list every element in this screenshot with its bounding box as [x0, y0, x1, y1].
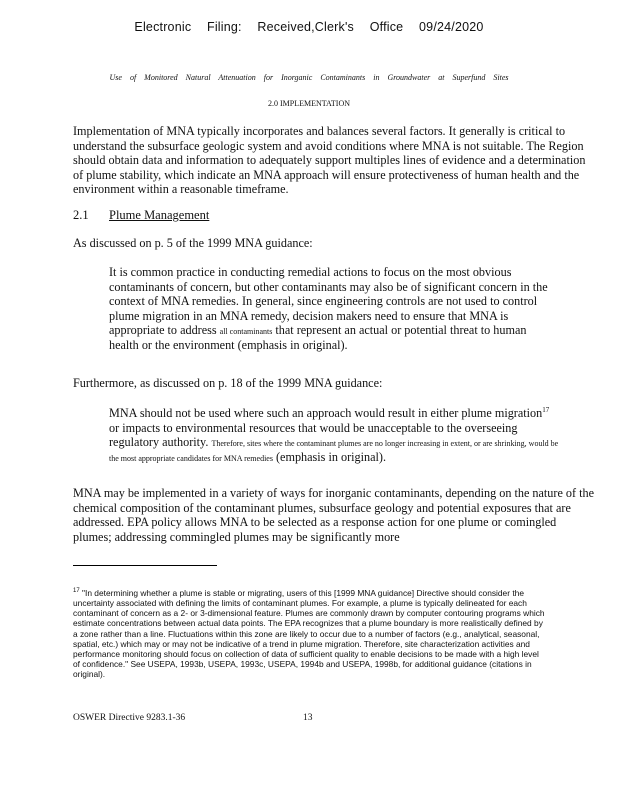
may-be-implemented-paragraph: MNA may be implemented in a variety of ways for inorganic contaminants, depending on the nature of the chemical composition of the contaminant plumes, subsurface geology and potential exposures that are addressed. EPA policy allows MNA to be selected as a response action for one plume or comingled plumes; addressing commingled plumes may be significantly more [73, 486, 594, 544]
quote2-text-c: (emphasis in original). [276, 449, 387, 464]
footnote-text: "In determining whether a plume is stable or migrating, users of this [1999 MNA guidance] Directive should consider the uncertainty associated with defining the limits of contaminant plumes. For example, a plume is typically delineated for each contaminant of concern as a 2- or 3-dimensional feature. Plumes are commonly drawn by computer contouring programs which estimate concentrations between actual data points. The EPA recognizes that a plume boundary is more realistically defined by a zone rather than a line. Fluctuations within this zone are likely to occur due to a number of factors (e.g., analytical, seasonal, spatial, etc.) which may or may not be indicative of a trend in plume migration. Therefore, site characterization activities and performance monitoring should focus on collection of data of sufficient quality to enable decisions to be made with a high level of confidence." See USEPA, 1993b, USEPA, 1993c, USEPA, 1994b and USEPA, 1998b, for additional guidance (citations in original). [73, 587, 545, 680]
quote2-text-b: or impacts to environmental resources that would be unacceptable to the overseeing regulatory authority. [109, 420, 518, 450]
subsection-heading [73, 208, 209, 223]
footnote-reference: 17 [542, 406, 550, 414]
page-number: 13 [303, 713, 313, 723]
running-title: Use of Monitored Natural Attenuation for Inorganic Contaminants in Groundwater at Superfund Sites [109, 73, 509, 82]
filing-word-electronic: Electronic [134, 20, 192, 34]
subsection-number: 2.1 [73, 208, 89, 222]
filing-date: 09/24/2020 [419, 20, 484, 34]
footnote-divider [73, 565, 217, 566]
filing-word-filing: Filing: [206, 20, 242, 34]
filing-word-received: Received,Clerk's [257, 20, 355, 34]
footer-directive: OSWER Directive 9283.1-36 [73, 713, 186, 723]
filing-header [0, 20, 618, 34]
block-quote-2 [109, 403, 559, 464]
quote1-text-b: that represent an actual or potential threat to human health or the environment (emphasis in original). [109, 323, 527, 352]
subsection-title: Plume Management [109, 208, 210, 222]
footnote-number: 17 [73, 588, 80, 594]
quote1-emphasis-word: all contaminants [219, 327, 273, 337]
as-discussed-paragraph: As discussed on p. 5 of the 1999 MNA guidance: [73, 236, 313, 250]
filing-word-office: Office [369, 20, 404, 34]
block-quote-1 [109, 265, 559, 353]
intro-paragraph: Implementation of MNA typically incorporates and balances several factors. It generally is critical to understand the subsurface geologic system and avoid conditions where MNA is not suitable. The Region should obtain data and information to adequately support multiples lines of evidence and a determination of plume stability, which indicate an MNA approach will ensure protectiveness of human health and the environment within a reasonable timeframe. [73, 124, 586, 197]
footnote-17 [73, 586, 545, 680]
quote2-text-a: MNA should not be used where such an approach would result in either plume migration [109, 406, 543, 421]
furthermore-paragraph: Furthermore, as discussed on p. 18 of the 1999 MNA guidance: [73, 376, 383, 390]
quote2-emphasis-text: Therefore, sites where the contaminant plumes are no longer increasing in extent, or are shrinking, would be the most appropriate candidates for MNA remedies [109, 439, 559, 463]
section-heading: 2.0 IMPLEMENTATION [267, 99, 351, 108]
quote1-text-a: It is common practice in conducting remedial actions to focus on the most obvious contaminants of concern, but other contaminants may also be of significant concern in the context of MNA remedies. In general, since engineering controls are not used to control plume migration in an MNA remedy, decision makers need to ensure that MNA is appropriate to address [109, 265, 548, 338]
